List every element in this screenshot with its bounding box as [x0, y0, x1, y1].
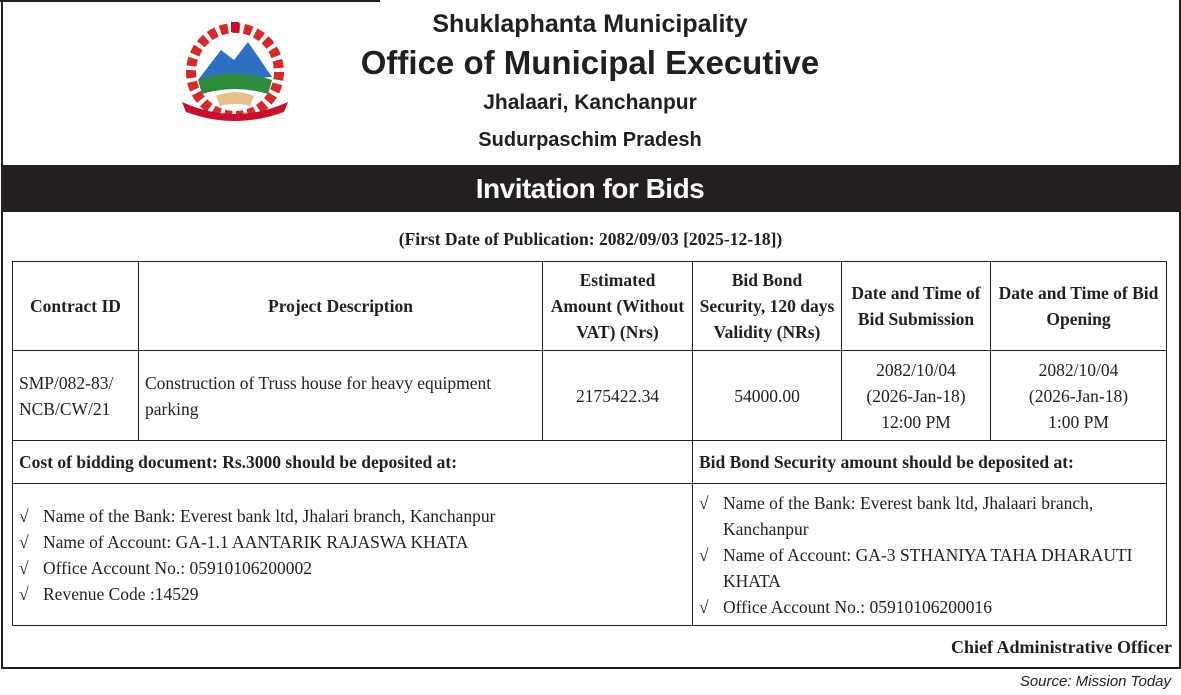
bidding-cost-title: Cost of bidding document: Rs.3000 should be deposited at:	[13, 441, 693, 484]
list-item	[19, 529, 686, 555]
col-contract-id: Contract ID	[13, 262, 139, 351]
bidding-cost-details	[13, 484, 693, 626]
check-icon: √	[699, 492, 709, 513]
office-address: Jhalaari, Kanchanpur	[483, 91, 697, 114]
item-text: Revenue Code :14529	[43, 583, 199, 604]
check-icon: √	[19, 531, 29, 552]
item-text: Office Account No.: 05910106200002	[43, 557, 312, 578]
submission-date: 2082/10/04	[876, 359, 956, 380]
office-name: Office of Municipal Executive	[360, 44, 820, 81]
opening-datetime	[991, 351, 1167, 441]
nepal-emblem-logo	[176, 22, 294, 126]
estimated-amount: 2175422.34	[543, 351, 693, 441]
check-icon: √	[19, 583, 29, 604]
item-text: Name of Account: GA-1.1 AANTARIK RAJASWA KHATA	[43, 531, 469, 552]
bid-bond-deposit-title: Bid Bond Security amount should be deposited at:	[693, 441, 1167, 484]
col-estimated-amount: Estimated Amount (Without VAT) (Nrs)	[543, 262, 693, 351]
table-row	[13, 351, 1167, 441]
bid-bond-amount: 54000.00	[693, 351, 842, 441]
signatory: Chief Administrative Officer	[951, 637, 1172, 657]
deposit-details-row	[13, 484, 1167, 626]
submission-time: 12:00 PM	[881, 411, 951, 432]
project-description: Construction of Truss house for heavy equipment parking	[139, 351, 543, 441]
bid-bond-deposit-details	[693, 484, 1167, 626]
notice-title: Invitation for Bids	[1, 165, 1179, 212]
check-icon: √	[19, 505, 29, 526]
bid-table	[12, 261, 1167, 626]
col-bid-bond: Bid Bond Security, 120 days Validity (NRs)	[693, 262, 842, 351]
submission-datetime	[842, 351, 991, 441]
municipality-name: Shuklaphanta Municipality	[432, 10, 748, 38]
list-item	[699, 490, 1160, 542]
col-project-description: Project Description	[139, 262, 543, 351]
list-item	[699, 594, 1160, 620]
check-icon: √	[699, 544, 709, 565]
col-submission: Date and Time of Bid Submission	[842, 262, 991, 351]
col-opening: Date and Time of Bid Opening	[991, 262, 1167, 351]
list-item	[19, 555, 686, 581]
opening-date: 2082/10/04	[1038, 359, 1119, 380]
table-header-row	[13, 262, 1167, 351]
list-item	[19, 503, 686, 529]
item-text: Office Account No.: 05910106200016	[723, 596, 992, 617]
submission-date-ad: (2026-Jan-18)	[866, 385, 966, 406]
opening-time: 1:00 PM	[1048, 411, 1109, 432]
item-text: Name of Account: GA-3 STHANIYA TAHA DHARAUTI KHATA	[723, 544, 1133, 591]
province-name: Sudurpaschim Pradesh	[478, 129, 702, 151]
opening-date-ad: (2026-Jan-18)	[1028, 385, 1129, 406]
check-icon: √	[699, 596, 709, 617]
contract-id: SMP/082-83/ NCB/CW/21	[13, 351, 139, 441]
item-text: Name of the Bank: Everest bank ltd, Jhalari branch, Kanchanpur	[43, 505, 496, 526]
deposit-title-row	[13, 441, 1167, 484]
check-icon: √	[19, 557, 29, 578]
list-item	[19, 581, 686, 607]
list-item	[699, 542, 1160, 594]
publication-date: (First Date of Publication: 2082/09/03 [2025-12-18])	[398, 229, 783, 249]
item-text: Name of the Bank: Everest bank ltd, Jhalaari branch, Kanchanpur	[723, 492, 1094, 539]
source-credit: Source: Mission Today	[1019, 673, 1171, 690]
